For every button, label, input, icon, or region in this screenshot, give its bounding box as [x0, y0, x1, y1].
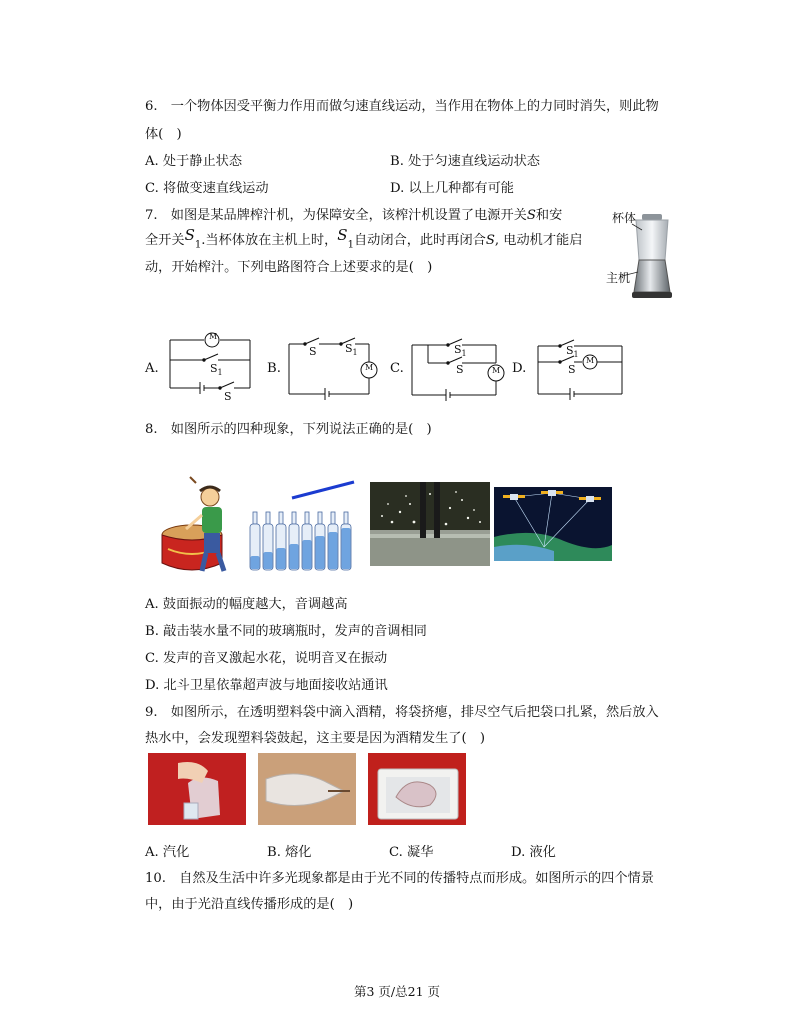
q9-stem-line1: 9. 如图所示，在透明塑料袋中滴入酒精，将袋挤瘪，排尽空气后把袋口扎紧，然后放入	[145, 705, 659, 720]
juicer-image	[598, 204, 684, 304]
q6-option-b: B. 处于匀速直线运动状态	[390, 154, 540, 169]
q8-stem: 8. 如图所示的四种现象，下列说法正确的是( )	[145, 422, 432, 437]
q8-option-b: B. 敲击装水量不同的玻璃瓶时，发声的音调相同	[145, 624, 427, 639]
q10-stem-line1: 10. 自然及生活中许多光现象都是由于光不同的传播特点而形成。如图所示的四个情景	[145, 871, 654, 886]
q8-option-d: D. 北斗卫星依靠超声波与地面接收站通讯	[145, 678, 388, 693]
q9-option-a: A. 汽化	[145, 845, 190, 860]
glass-bottles-image	[246, 480, 356, 572]
circuit-d-diagram: $S_1$ S M	[534, 332, 630, 404]
q8-option-c: C. 发声的音叉激起水花，说明音叉在振动	[145, 651, 388, 666]
juicer-base-label: 主机	[606, 271, 631, 285]
circuit-c-diagram: $S_1$ S M	[408, 333, 506, 405]
alcohol-bag-image-3	[368, 753, 466, 825]
q9-stem-line2: 热水中，会发现塑料袋鼓起，这主要是因为酒精发生了( )	[145, 731, 485, 746]
q10-stem-line2: 中，由于光沿直线传播形成的是( )	[145, 897, 354, 912]
q9-option-d: D. 液化	[511, 845, 556, 860]
circuit-option-d-label: D.	[512, 361, 527, 376]
circuit-b-diagram: S $S_1$ M	[285, 332, 381, 404]
drum-boy-image	[160, 475, 238, 577]
page-footer: 第3 页/总21 页	[353, 984, 441, 999]
alcohol-bag-image-2	[258, 753, 356, 825]
q6-option-d: D. 以上几种都有可能	[390, 181, 514, 196]
q7-stem-line2: 全开关$S_1$.当杯体放在主机上时，$S_1$自动闭合，此时再闭合S, 电动机才能启	[145, 226, 583, 251]
q6-stem-line2: 体( )	[145, 127, 182, 142]
juicer-cup-label: 杯体	[612, 211, 637, 225]
q6-stem-line1: 6. 一个物体因受平衡力作用而做匀速直线运动，当作用在物体上的力同时消失，则此物	[145, 99, 659, 114]
q9-option-b: B. 熔化	[267, 845, 312, 860]
q8-option-a: A. 鼓面振动的幅度越大，音调越高	[145, 597, 348, 612]
alcohol-bag-image-1	[148, 753, 246, 825]
circuit-option-b-label: B.	[267, 361, 281, 376]
circuit-a-diagram: M $S_1$ S	[164, 328, 256, 404]
beidou-satellite-image	[494, 487, 612, 561]
q9-option-c: C. 凝华	[389, 845, 434, 860]
q6-option-a: A. 处于静止状态	[145, 154, 243, 169]
q7-stem-line3: 动，开始榨汁。下列电路图符合上述要求的是( )	[145, 260, 433, 275]
q6-option-c: C. 将做变速直线运动	[145, 181, 269, 196]
circuit-option-a-label: A.	[145, 361, 159, 376]
tuning-fork-splash-image	[370, 482, 490, 566]
q7-stem-line1: 7. 如图是某品牌榨汁机，为保障安全，该榨汁机设置了电源开关S和安	[145, 208, 563, 223]
circuit-option-c-label: C.	[390, 361, 404, 376]
